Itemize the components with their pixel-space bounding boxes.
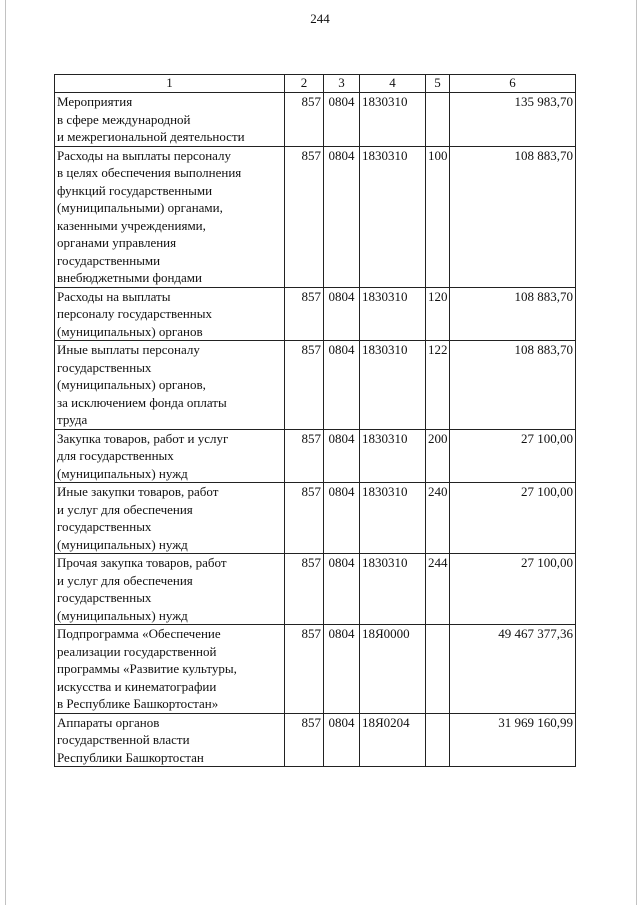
column-header-6: 6	[450, 75, 576, 93]
row-name: Подпрограмма «Обеспечение реализации государственной программы «Развитие культуры, искусства и кинематографии в Республике Башкортостан»	[55, 625, 285, 714]
page-edge-left	[5, 0, 6, 905]
row-name: Мероприятия в сфере международной и межрегиональной деятельности	[55, 93, 285, 147]
row-csr: 1830310	[360, 146, 426, 287]
row-section: 0804	[324, 93, 360, 147]
row-amount: 108 883,70	[450, 341, 576, 430]
column-header-5: 5	[426, 75, 450, 93]
row-vr: 244	[426, 554, 450, 625]
row-section: 0804	[324, 713, 360, 767]
row-name: Закупка товаров, работ и услуг для государственных (муниципальных) нужд	[55, 429, 285, 483]
row-vr	[426, 625, 450, 714]
row-amount: 27 100,00	[450, 429, 576, 483]
table-row	[55, 287, 576, 341]
table-row	[55, 93, 576, 147]
table-row	[55, 625, 576, 714]
row-csr: 1830310	[360, 287, 426, 341]
row-ved: 857	[285, 429, 324, 483]
column-header-4: 4	[360, 75, 426, 93]
row-ved: 857	[285, 93, 324, 147]
row-name: Аппараты органов государственной власти Республики Башкортостан	[55, 713, 285, 767]
row-csr: 1830310	[360, 554, 426, 625]
table-row	[55, 341, 576, 430]
header-row	[55, 75, 576, 93]
table-row	[55, 146, 576, 287]
row-ved: 857	[285, 287, 324, 341]
row-ved: 857	[285, 341, 324, 430]
row-vr	[426, 93, 450, 147]
row-csr: 18Я0000	[360, 625, 426, 714]
row-csr: 1830310	[360, 429, 426, 483]
row-csr: 1830310	[360, 93, 426, 147]
row-vr: 120	[426, 287, 450, 341]
row-section: 0804	[324, 625, 360, 714]
row-section: 0804	[324, 554, 360, 625]
row-vr: 100	[426, 146, 450, 287]
row-ved: 857	[285, 146, 324, 287]
row-name: Прочая закупка товаров, работ и услуг для обеспечения государственных (муниципальных) нужд	[55, 554, 285, 625]
budget-table	[54, 74, 576, 767]
row-vr	[426, 713, 450, 767]
column-header-2: 2	[285, 75, 324, 93]
row-ved: 857	[285, 554, 324, 625]
row-amount: 108 883,70	[450, 287, 576, 341]
row-ved: 857	[285, 625, 324, 714]
column-header-3: 3	[324, 75, 360, 93]
row-amount: 27 100,00	[450, 483, 576, 554]
table-row	[55, 713, 576, 767]
table-row	[55, 483, 576, 554]
page-number: 244	[310, 11, 330, 26]
column-header-1: 1	[55, 75, 285, 93]
row-name: Расходы на выплаты персоналу государственных (муниципальных) органов	[55, 287, 285, 341]
row-csr: 18Я0204	[360, 713, 426, 767]
row-vr: 200	[426, 429, 450, 483]
row-amount: 27 100,00	[450, 554, 576, 625]
row-amount: 135 983,70	[450, 93, 576, 147]
row-name: Расходы на выплаты персоналу в целях обеспечения выполнения функций государственными (муниципальными) органами, казенными учреждениями, органами управления государственными внебюджетными фондами	[55, 146, 285, 287]
row-section: 0804	[324, 429, 360, 483]
row-section: 0804	[324, 341, 360, 430]
row-ved: 857	[285, 483, 324, 554]
row-name: Иные выплаты персоналу государственных (муниципальных) органов, за исключением фонда оплаты труда	[55, 341, 285, 430]
row-name: Иные закупки товаров, работ и услуг для обеспечения государственных (муниципальных) нужд	[55, 483, 285, 554]
table-row	[55, 429, 576, 483]
row-ved: 857	[285, 713, 324, 767]
row-vr: 240	[426, 483, 450, 554]
row-section: 0804	[324, 483, 360, 554]
row-vr: 122	[426, 341, 450, 430]
row-amount: 108 883,70	[450, 146, 576, 287]
row-csr: 1830310	[360, 483, 426, 554]
row-section: 0804	[324, 146, 360, 287]
row-amount: 49 467 377,36	[450, 625, 576, 714]
row-section: 0804	[324, 287, 360, 341]
page-edge-right	[636, 0, 637, 905]
table-row	[55, 554, 576, 625]
row-csr: 1830310	[360, 341, 426, 430]
row-amount: 31 969 160,99	[450, 713, 576, 767]
